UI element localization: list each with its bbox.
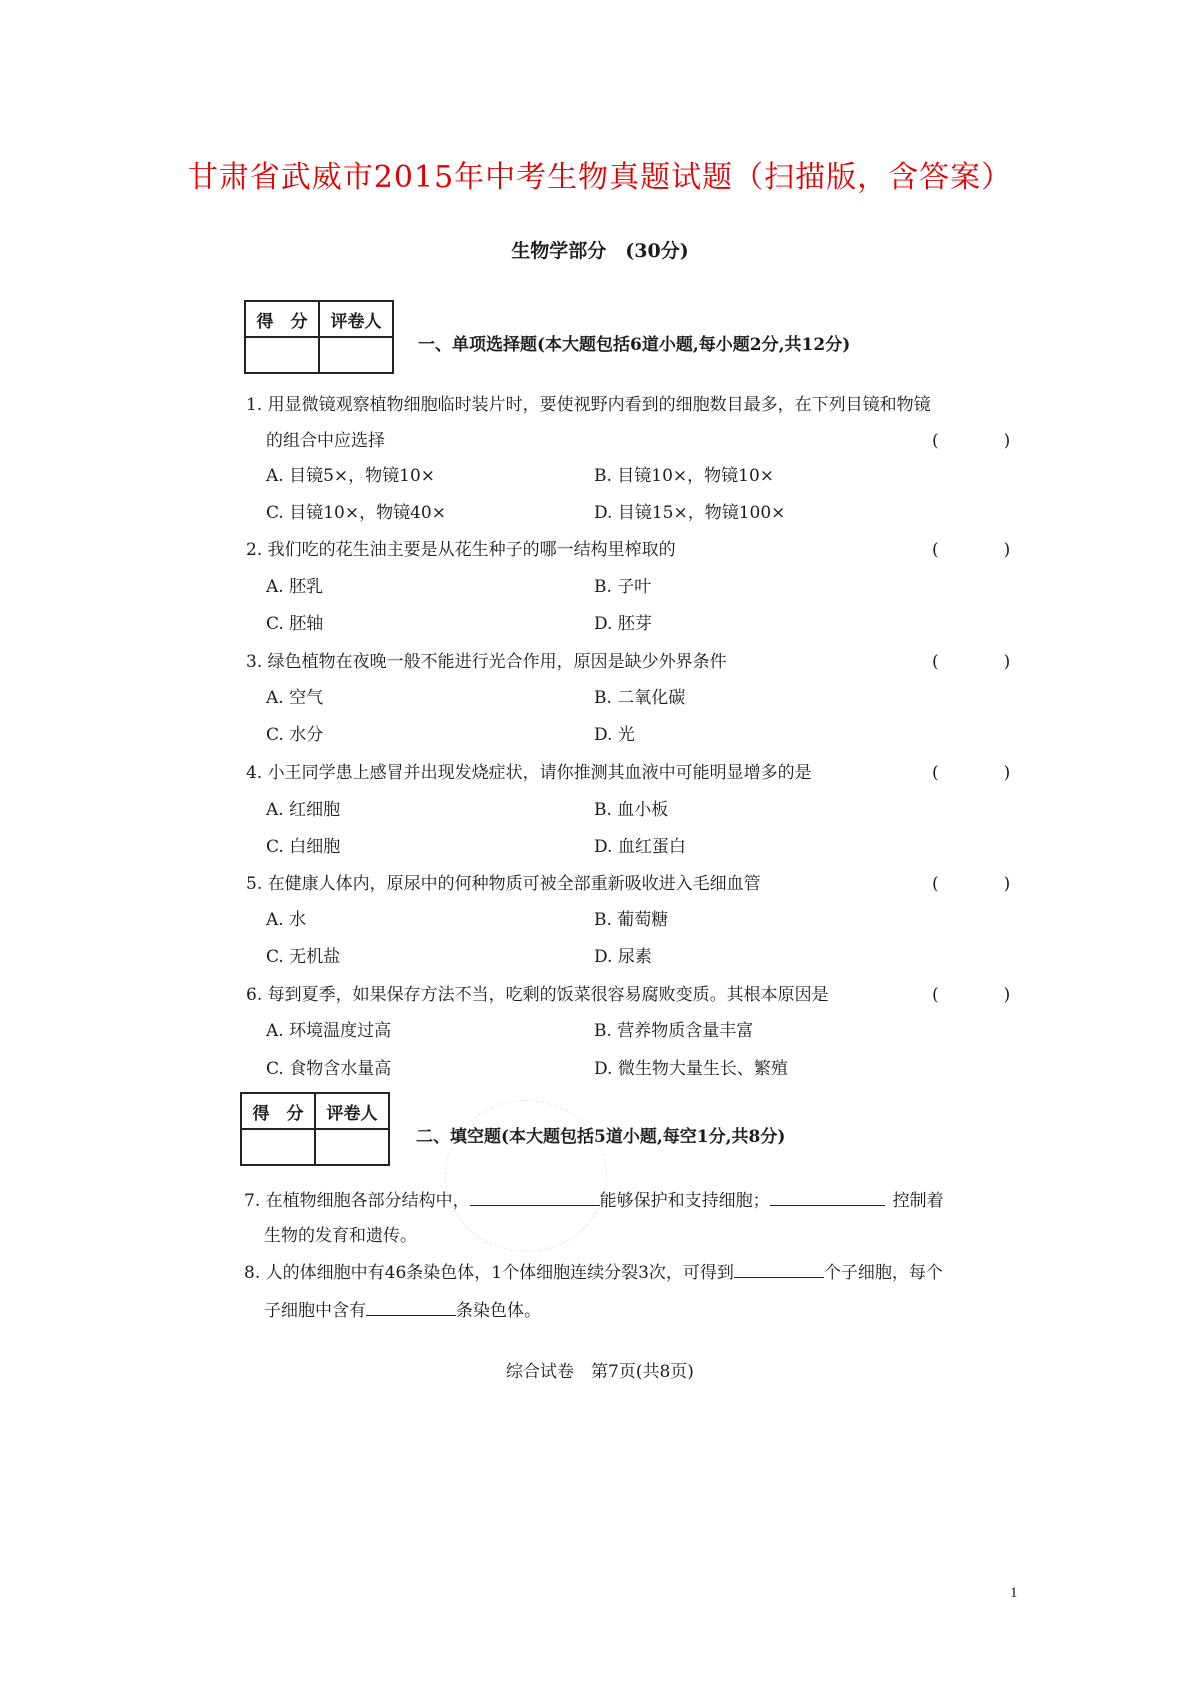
option: C. 胚轴 [266, 614, 324, 634]
fill-blank[interactable] [470, 1187, 600, 1206]
grader-cell [315, 1129, 389, 1165]
answer-paren: ( ) [932, 540, 1035, 560]
option: A. 胚乳 [266, 577, 324, 597]
question-8-part-b: 个子细胞，每个 [823, 1263, 943, 1283]
question-8-line2 [264, 1296, 541, 1321]
score-table-2 [240, 1092, 390, 1166]
question-7-part-c: 控制着 [892, 1191, 944, 1211]
option: A. 水 [266, 910, 307, 930]
answer-paren: ( ) [932, 763, 1035, 783]
option: B. 营养物质含量丰富 [594, 1021, 754, 1041]
score-cell [241, 1129, 315, 1165]
option: C. 水分 [266, 725, 324, 745]
question-3: 3. 绿色植物在夜晚一般不能进行光合作用，原因是缺少外界条件 [246, 652, 727, 672]
option: D. 目镜15×，物镜100× [594, 503, 786, 523]
question-4: 4. 小王同学患上感冒并出现发烧症状，请你推测其血液中可能明显增多的是 [246, 763, 812, 783]
page-number: 1 [1010, 1585, 1018, 1601]
part-title: 生物学部分 (30分) [511, 240, 689, 262]
document-title: 甘肃省武威市2015年中考生物真题试题（扫描版，含答案） [187, 160, 1013, 195]
option: B. 葡萄糖 [594, 910, 669, 930]
question-2: 2. 我们吃的花生油主要是从花生种子的哪一结构里榨取的 [246, 540, 676, 560]
question-5: 5. 在健康人体内，原尿中的何种物质可被全部重新吸收进入毛细血管 [246, 874, 761, 894]
option: B. 血小板 [594, 800, 669, 820]
score-table-1 [244, 300, 394, 374]
option: A. 环境温度过高 [266, 1021, 392, 1041]
option: D. 尿素 [594, 947, 652, 967]
answer-paren: ( ) [932, 431, 1035, 451]
option: B. 二氧化碳 [594, 688, 686, 708]
option: D. 微生物大量生长、繁殖 [594, 1059, 788, 1079]
score-label: 得 分 [245, 301, 319, 337]
option: A. 红细胞 [266, 800, 341, 820]
score-label: 得 分 [241, 1093, 315, 1129]
option: C. 目镜10×，物镜40× [266, 503, 446, 523]
option: B. 目镜10×，物镜10× [594, 466, 775, 486]
grader-label: 评卷人 [315, 1093, 389, 1129]
page-footer: 综合试卷 第7页(共8页) [506, 1362, 694, 1382]
score-cell [245, 337, 319, 373]
question-7-part-b: 能够保护和支持细胞； [599, 1191, 770, 1211]
answer-paren: ( ) [932, 985, 1035, 1005]
grader-label: 评卷人 [319, 301, 393, 337]
option: D. 胚芽 [594, 614, 652, 634]
question-7-line2: 生物的发育和遗传。 [264, 1226, 417, 1246]
fill-blank[interactable] [366, 1297, 456, 1316]
option: C. 食物含水量高 [266, 1059, 392, 1079]
question-8-part-d: 条染色体。 [456, 1301, 541, 1321]
question-1-line2: 的组合中应选择 [266, 431, 385, 451]
option: D. 血红蛋白 [594, 837, 686, 857]
answer-paren: ( ) [932, 652, 1035, 672]
question-8-part-a: 8. 人的体细胞中有46条染色体，1个体细胞连续分裂3次，可得到 [244, 1263, 734, 1283]
question-8-part-c: 子细胞中含有 [264, 1301, 366, 1321]
question-7 [244, 1186, 944, 1211]
answer-paren: ( ) [932, 874, 1035, 894]
option: B. 子叶 [594, 577, 652, 597]
option: D. 光 [594, 725, 635, 745]
option: C. 无机盐 [266, 947, 341, 967]
section-title-1: 一、单项选择题(本大题包括6道小题,每小题2分,共12分) [418, 335, 851, 355]
option: A. 空气 [266, 688, 324, 708]
fill-blank[interactable] [734, 1259, 824, 1278]
question-1: 1. 用显微镜观察植物细胞临时装片时，要使视野内看到的细胞数目最多，在下列目镜和物镜 [246, 395, 931, 415]
grader-cell [319, 337, 393, 373]
option: A. 目镜5×，物镜10× [266, 466, 436, 486]
fill-blank[interactable] [770, 1187, 885, 1206]
question-6: 6. 每到夏季，如果保存方法不当，吃剩的饭菜很容易腐败变质。其根本原因是 [246, 985, 829, 1005]
option: C. 白细胞 [266, 837, 341, 857]
section-title-2: 二、填空题(本大题包括5道小题,每空1分,共8分) [416, 1127, 786, 1147]
question-7-part-a: 7. 在植物细胞各部分结构中， [244, 1191, 470, 1211]
question-8 [244, 1258, 943, 1283]
